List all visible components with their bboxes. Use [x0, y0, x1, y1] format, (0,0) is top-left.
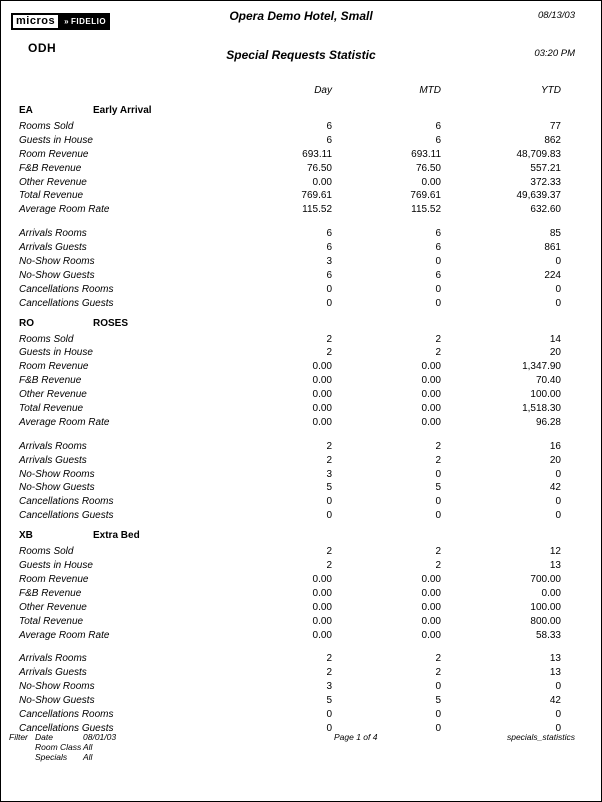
cell-ytd: 48,709.83 — [516, 148, 561, 160]
cell-day: 0.00 — [312, 403, 332, 415]
cell-day: 0 — [326, 708, 332, 720]
row-label: Guests in House — [19, 347, 93, 359]
filter-row — [35, 752, 116, 762]
cell-mtd: 0 — [435, 283, 441, 295]
cell-ytd: 800.00 — [530, 615, 561, 627]
table-row — [19, 441, 561, 455]
table-row — [19, 389, 561, 403]
table-row — [19, 602, 561, 616]
table-row — [19, 347, 561, 361]
cell-ytd: 1,518.30 — [522, 403, 561, 415]
row-label: No-Show Guests — [19, 482, 95, 494]
row-label: No-Show Rooms — [19, 681, 95, 693]
cell-ytd: 861 — [544, 242, 561, 254]
row-label: F&B Revenue — [19, 162, 82, 174]
cell-day: 0 — [326, 496, 332, 508]
cell-ytd: 224 — [544, 269, 561, 281]
table-row — [19, 653, 561, 667]
section-stats — [19, 121, 561, 218]
page-number: Page 1 of 4 — [334, 732, 378, 742]
cell-mtd: 2 — [435, 454, 441, 466]
table-row — [19, 149, 561, 163]
cell-ytd: 100.00 — [530, 601, 561, 613]
cell-mtd: 0 — [435, 510, 441, 522]
cell-day: 0.00 — [312, 361, 332, 373]
cell-ytd: 100.00 — [530, 389, 561, 401]
cell-ytd: 16 — [549, 440, 561, 452]
filter-row — [35, 742, 116, 752]
cell-ytd: 42 — [549, 482, 561, 494]
cell-day: 115.52 — [302, 204, 332, 216]
table-row — [19, 298, 561, 312]
cell-day: 2 — [326, 347, 332, 359]
cell-day: 0 — [326, 297, 332, 309]
cell-ytd: 58.33 — [535, 629, 561, 641]
cell-mtd: 6 — [435, 134, 441, 146]
filter-label: Filter — [9, 732, 28, 742]
row-label: Total Revenue — [19, 190, 84, 202]
cell-day: 6 — [326, 242, 332, 254]
row-label: Arrivals Guests — [19, 454, 87, 466]
cell-day: 0.00 — [312, 615, 332, 627]
cell-ytd: 20 — [549, 347, 561, 359]
row-label: Rooms Sold — [19, 333, 74, 345]
section-name: Early Arrival — [93, 105, 152, 116]
cell-day: 5 — [326, 695, 332, 707]
cell-ytd: 0 — [555, 297, 561, 309]
cell-mtd: 0.00 — [421, 615, 441, 627]
cell-mtd: 769.61 — [410, 190, 441, 202]
row-label: No-Show Rooms — [19, 468, 95, 480]
cell-ytd: 557.21 — [530, 162, 561, 174]
row-label: Total Revenue — [19, 615, 84, 627]
cell-ytd: 0 — [555, 283, 561, 295]
cell-mtd: 0 — [435, 681, 441, 693]
row-label: Arrivals Rooms — [19, 440, 87, 452]
cell-mtd: 6 — [435, 121, 441, 132]
cell-day: 0.00 — [312, 375, 332, 387]
table-row — [19, 667, 561, 681]
row-label: Average Room Rate — [19, 416, 110, 428]
cell-ytd: 0.00 — [541, 587, 561, 599]
report-time: 03:20 PM — [534, 48, 575, 59]
cell-day: 2 — [326, 333, 332, 345]
section-code: EA — [19, 105, 33, 116]
cell-mtd: 693.11 — [411, 148, 441, 160]
row-label: Rooms Sold — [19, 121, 74, 132]
section-activity — [19, 228, 561, 311]
micros-logo-text: micros — [11, 13, 60, 30]
table-row — [19, 496, 561, 510]
row-label: No-Show Guests — [19, 269, 95, 281]
table-row — [19, 242, 561, 256]
cell-day: 0.00 — [312, 573, 332, 585]
section-code: RO — [19, 317, 34, 329]
column-header-ytd: YTD — [541, 85, 561, 96]
cell-mtd: 2 — [435, 440, 441, 452]
cell-mtd: 2 — [435, 546, 441, 558]
row-label: Cancellations Rooms — [19, 708, 114, 720]
row-label: Arrivals Guests — [19, 242, 87, 254]
cell-day: 0.00 — [312, 389, 332, 401]
row-label: F&B Revenue — [19, 587, 82, 599]
row-label: Other Revenue — [19, 601, 87, 613]
cell-day: 6 — [326, 134, 332, 146]
cell-day: 0.00 — [312, 601, 332, 613]
cell-day: 3 — [326, 468, 332, 480]
cell-day: 2 — [326, 546, 332, 558]
cell-ytd: 96.28 — [535, 416, 561, 428]
table-row — [19, 681, 561, 695]
cell-day: 2 — [326, 454, 332, 466]
report-body — [19, 105, 561, 737]
cell-mtd: 0 — [435, 722, 441, 734]
table-row — [19, 228, 561, 242]
filter-row-value: All — [83, 752, 93, 762]
report-section — [19, 318, 561, 525]
cell-day: 76.50 — [306, 162, 332, 174]
cell-ytd: 13 — [549, 667, 561, 679]
column-header-day: Day — [314, 85, 332, 96]
row-label: Guests in House — [19, 560, 93, 572]
cell-mtd: 0 — [435, 256, 441, 268]
cell-day: 2 — [326, 440, 332, 452]
cell-ytd: 0 — [555, 708, 561, 720]
cell-day: 769.61 — [301, 190, 332, 202]
cell-mtd: 0.00 — [421, 375, 441, 387]
row-label: Rooms Sold — [19, 546, 74, 558]
row-label: Other Revenue — [19, 176, 87, 188]
cell-mtd: 2 — [435, 667, 441, 679]
cell-ytd: 0 — [555, 510, 561, 522]
section-header — [19, 318, 561, 334]
cell-day: 0.00 — [312, 587, 332, 599]
table-row — [19, 482, 561, 496]
property-code: ODH — [28, 41, 57, 55]
row-label: Cancellations Guests — [19, 722, 114, 734]
table-row — [19, 588, 561, 602]
report-title: Special Requests Statistic — [226, 48, 376, 62]
cell-day: 0 — [326, 510, 332, 522]
cell-mtd: 0 — [435, 496, 441, 508]
cell-ytd: 0 — [555, 681, 561, 693]
table-row — [19, 616, 561, 630]
cell-mtd: 0.00 — [421, 601, 441, 613]
section-code: XB — [19, 530, 33, 542]
filter-row — [35, 732, 116, 742]
cell-day: 2 — [326, 667, 332, 679]
row-label: No-Show Guests — [19, 695, 95, 707]
table-row — [19, 709, 561, 723]
cell-ytd: 20 — [549, 454, 561, 466]
cell-mtd: 0 — [435, 708, 441, 720]
cell-mtd: 0.00 — [421, 587, 441, 599]
cell-mtd: 0.00 — [421, 361, 441, 373]
section-name: ROSES — [93, 317, 129, 329]
table-row — [19, 469, 561, 483]
table-row — [19, 256, 561, 270]
cell-mtd: 0.00 — [421, 176, 441, 188]
section-header — [19, 530, 561, 546]
cell-day: 0.00 — [312, 176, 332, 188]
cell-day: 6 — [326, 269, 332, 281]
cell-mtd: 0.00 — [421, 416, 441, 428]
cell-mtd: 2 — [435, 333, 441, 345]
report-date: 08/13/03 — [538, 10, 575, 21]
row-label: Arrivals Rooms — [19, 653, 87, 665]
cell-ytd: 49,639.37 — [516, 190, 561, 202]
section-stats — [19, 546, 561, 643]
row-label: Average Room Rate — [19, 629, 110, 641]
row-label: No-Show Rooms — [19, 256, 95, 268]
row-label: Room Revenue — [19, 361, 89, 373]
cell-mtd: 115.52 — [411, 204, 441, 216]
table-row — [19, 455, 561, 469]
cell-mtd: 0.00 — [421, 573, 441, 585]
filter-row-value: All — [83, 742, 93, 752]
row-label: Room Revenue — [19, 148, 89, 160]
row-label: Cancellations Rooms — [19, 283, 114, 295]
row-label: Total Revenue — [19, 403, 84, 415]
table-row — [19, 375, 561, 389]
filter-row-label: Room Class — [35, 742, 82, 752]
cell-day: 5 — [326, 482, 332, 494]
table-row — [19, 284, 561, 298]
cell-ytd: 12 — [549, 546, 561, 558]
row-label: Guests in House — [19, 134, 93, 146]
cell-day: 0 — [326, 283, 332, 295]
table-row — [19, 190, 561, 204]
cell-mtd: 2 — [435, 653, 441, 665]
column-headers — [19, 85, 561, 99]
cell-mtd: 2 — [435, 347, 441, 359]
cell-mtd: 6 — [435, 228, 441, 240]
table-row — [19, 177, 561, 191]
logo-arrow-icon: » — [64, 17, 70, 26]
cell-ytd: 372.33 — [530, 176, 561, 188]
row-label: F&B Revenue — [19, 375, 82, 387]
filter-row-label: Date — [35, 732, 53, 742]
report-table — [19, 85, 561, 737]
cell-day: 6 — [326, 121, 332, 132]
section-header — [19, 105, 561, 121]
cell-ytd: 0 — [555, 256, 561, 268]
cell-day: 2 — [326, 560, 332, 572]
column-header-mtd: MTD — [419, 85, 441, 96]
row-label: Average Room Rate — [19, 204, 110, 216]
table-row — [19, 417, 561, 431]
cell-ytd: 77 — [549, 121, 561, 132]
cell-day: 0 — [326, 722, 332, 734]
cell-ytd: 632.60 — [530, 204, 561, 216]
row-label: Cancellations Guests — [19, 510, 114, 522]
table-row — [19, 695, 561, 709]
filter-rows — [35, 732, 116, 762]
section-activity — [19, 441, 561, 524]
cell-mtd: 0.00 — [421, 403, 441, 415]
table-row — [19, 546, 561, 560]
filter-row-label: Specials — [35, 752, 68, 762]
cell-mtd: 6 — [435, 269, 441, 281]
cell-ytd: 13 — [549, 560, 561, 572]
row-label: Room Revenue — [19, 573, 89, 585]
cell-mtd: 2 — [435, 560, 441, 572]
report-file-name: specials_statistics — [506, 732, 575, 742]
cell-mtd: 5 — [435, 695, 441, 707]
table-row — [19, 270, 561, 284]
hotel-name: Opera Demo Hotel, Small — [229, 9, 373, 23]
cell-ytd: 0 — [555, 722, 561, 734]
cell-ytd: 700.00 — [530, 573, 561, 585]
section-activity — [19, 653, 561, 736]
row-label: Cancellations Guests — [19, 297, 114, 309]
cell-mtd: 0 — [435, 297, 441, 309]
cell-mtd: 0.00 — [421, 629, 441, 641]
cell-day: 3 — [326, 681, 332, 693]
table-row — [19, 403, 561, 417]
cell-ytd: 0 — [555, 496, 561, 508]
cell-mtd: 0 — [435, 468, 441, 480]
table-row — [19, 334, 561, 348]
row-label: Other Revenue — [19, 389, 87, 401]
cell-day: 0.00 — [312, 416, 332, 428]
table-row — [19, 560, 561, 574]
table-row — [19, 361, 561, 375]
cell-day: 0.00 — [312, 629, 332, 641]
cell-ytd: 1,347.90 — [522, 361, 561, 373]
cell-mtd: 5 — [435, 482, 441, 494]
cell-ytd: 42 — [549, 695, 561, 707]
report-section — [19, 105, 561, 312]
table-row — [19, 630, 561, 644]
table-row — [19, 204, 561, 218]
cell-ytd: 85 — [549, 228, 561, 240]
filter-row-value: 08/01/03 — [83, 732, 117, 742]
table-row — [19, 163, 561, 177]
cell-day: 6 — [326, 228, 332, 240]
row-label: Arrivals Guests — [19, 667, 87, 679]
section-name: Extra Bed — [93, 530, 140, 542]
cell-mtd: 6 — [435, 242, 441, 254]
cell-ytd: 14 — [549, 333, 561, 345]
table-row — [19, 510, 561, 524]
cell-mtd: 76.50 — [415, 162, 441, 174]
fidelio-label: FIDELIO — [71, 17, 107, 26]
table-row — [19, 574, 561, 588]
table-row — [19, 135, 561, 149]
cell-ytd: 70.40 — [535, 375, 561, 387]
cell-day: 693.11 — [302, 148, 332, 160]
cell-mtd: 0.00 — [421, 389, 441, 401]
report-section — [19, 530, 561, 737]
table-row — [19, 121, 561, 135]
cell-ytd: 862 — [544, 134, 561, 146]
cell-day: 3 — [326, 256, 332, 268]
cell-ytd: 13 — [549, 653, 561, 665]
section-stats — [19, 334, 561, 431]
cell-day: 2 — [326, 653, 332, 665]
row-label: Cancellations Rooms — [19, 496, 114, 508]
row-label: Arrivals Rooms — [19, 228, 87, 240]
cell-ytd: 0 — [555, 468, 561, 480]
